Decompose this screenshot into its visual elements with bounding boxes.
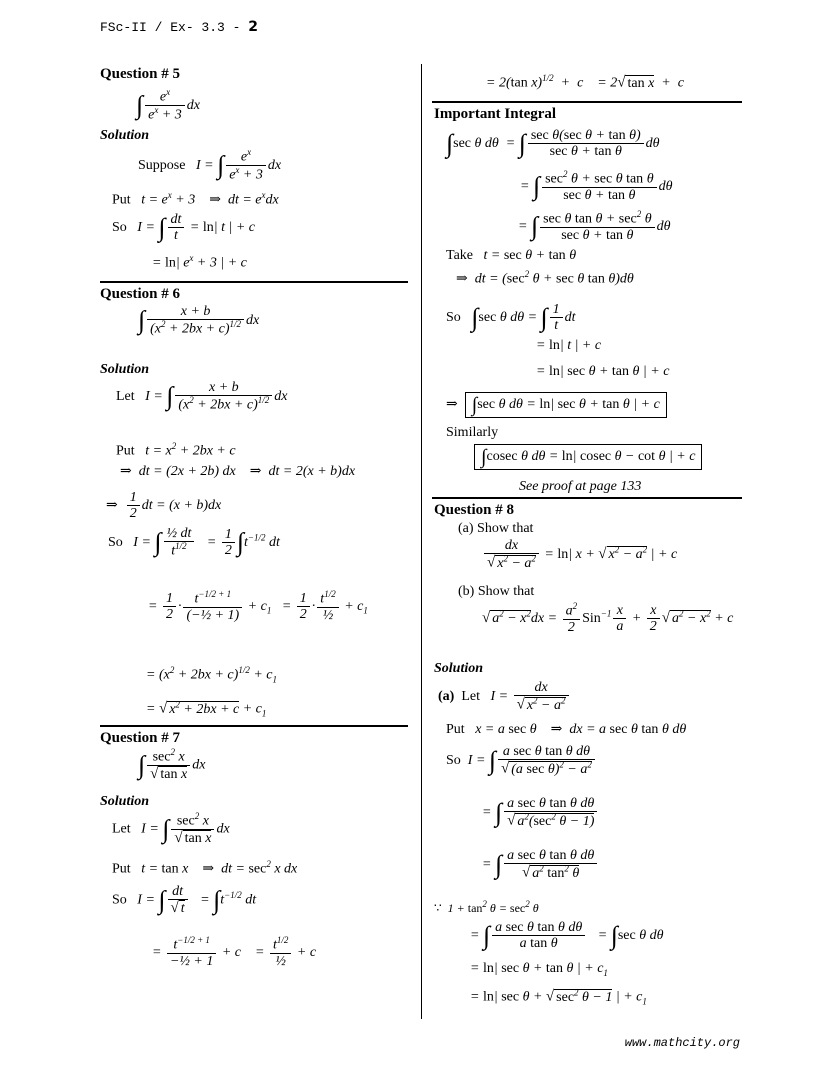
q7-put-label: Put [112, 861, 131, 877]
q5-solution-heading: Solution [100, 128, 150, 143]
q6-put-label: Put [116, 443, 135, 459]
q6-divider [100, 725, 408, 727]
q7-step-power: = $\frac{t^{-1/2 + 1}}{\text{−½ + 1}}$ + c = $\frac{t^{1/2}}{\text{½}}$ + c [152, 935, 317, 970]
important-step-2: = ∫ $\frac{\sec^2 \theta + \sec \theta \tan \theta}{\text{sec θ + tan θ}}$ dθ [520, 169, 673, 204]
important-step-ln-t: = ln| t | + c [536, 338, 602, 353]
q8-step-so: So I = ∫ $\frac{\text{a sec θ tan θ dθ}}{√ (a \sec \theta)^2 - a^2}$ [446, 744, 597, 778]
q5-step-put: Put $t = e^x + 3$ ⇒ dt = $e^xdx$ [112, 190, 279, 208]
column-divider [421, 64, 422, 1019]
q6-title: Question # 6 [100, 286, 181, 302]
footer-site-url: www.mathcity.org [624, 1036, 740, 1050]
header-page-number: 2 [248, 19, 258, 35]
q6-step-back: = $(x^2 + 2bx + c)^{1/2} + c_1$ [146, 665, 277, 685]
q8-solution-heading: Solution [434, 661, 484, 676]
important-step-so: So ∫sec θ dθ = ∫ $\frac{1}{t}$ dt [446, 302, 576, 334]
q5-title: Question # 5 [100, 66, 181, 82]
q8-put-label: Put [446, 722, 465, 737]
q7-step-let: Let I = ∫ $\frac{\sec^2 x}{\text{√ tan x}}$ dx [112, 811, 230, 847]
q6-so-label: So [108, 534, 123, 550]
q7-result: = 2(tan x)$^{1/2}$ + c = 2√ tan x + c [486, 73, 684, 91]
important-step-1: ∫sec θ dθ = ∫ $\frac{\text{sec θ(sec θ + tan θ)}}{\text{sec θ + tan θ}}$ dθ [446, 128, 660, 160]
important-proof-note: See proof at page 133 [519, 479, 642, 494]
q8-step-ln: = ln| sec θ + tan θ | + $c_1$ [470, 961, 608, 978]
important-step-3: = ∫ $\frac{\sec \theta \tan \theta + \sec^2 \theta}{\text{sec θ + tan θ}}$ dθ [518, 209, 671, 244]
q6-step-half: ⇒ $\frac{1}{2}$ dt = (x + b)dx [106, 490, 222, 522]
important-take-label: Take [446, 248, 474, 263]
q7-step-so: So I = ∫ $\frac{dt}{√ t}$ = $\int t^{-1/2}$ dt [112, 884, 257, 917]
q8-so-label: So [446, 753, 461, 768]
q5-so-label: So [112, 220, 127, 236]
important-result-cosec: ∫cosec θ dθ = ln| cosec θ − cot θ | + c [474, 444, 702, 470]
important-step-dt: ⇒ dt = ($\sec^2$ θ + sec θ tan θ)dθ [456, 269, 634, 287]
q7-step-put: Put t = tan x ⇒ dt = $\sec^2 x$ dx [112, 859, 298, 877]
q8-title: Question # 8 [434, 502, 515, 518]
q6-let-label: Let [116, 388, 135, 404]
q8-step-put: Put x = a sec θ ⇒ dx = a sec θ tan θ dθ [446, 722, 687, 737]
q6-step-put: Put $t = x^2 + 2bx + c$ [116, 441, 236, 459]
header-title: FSc-II / Ex- 3.3 - [100, 20, 249, 35]
q6-problem: ∫ $\frac{x + b}{(x^2 + 2bx + c)^{1/2}}$ dx [138, 304, 260, 338]
important-step-ln: = ln| sec θ + tan θ | + c [536, 364, 670, 379]
q6-solution-heading: Solution [100, 362, 150, 377]
important-divider [432, 497, 742, 499]
q8-step-factor: = ∫ $\frac{\text{a sec θ tan θ dθ}}{√ a^2(\sec^2 \theta - 1)}$ [482, 796, 599, 830]
q6-step-let: Let I = ∫ $\frac{x + b}{(x^2 + 2bx + c)^{1/2}}$ dx [116, 380, 288, 414]
q8-step-simplify: = ∫ $\frac{\text{a sec θ tan θ dθ}}{\text{a tan θ}}$ = ∫sec θ dθ [470, 920, 664, 952]
q7-so-label: So [112, 892, 127, 908]
page-header [100, 20, 258, 35]
q6-step-so: So I = ∫ $\frac{\text{½ dt}}{t^{1/2}}$ = $\frac{1}{2}$ $\int t^{-1/2}$ dt [108, 526, 280, 560]
q8-part-b-prompt: (b) Show that [458, 584, 535, 599]
q5-step-so: So I = ∫ $\frac{dt}{t}$ = ln| t | + c [112, 212, 256, 244]
q8-a-label: (a) [438, 689, 455, 704]
q6-result: = √ $x^2 + 2bx + c + c_1$ [146, 699, 267, 719]
q7-solution-heading: Solution [100, 794, 150, 809]
q7-title: Question # 7 [100, 730, 181, 746]
q7-problem: ∫ $\frac{\sec^2 x}{\text{√ tan x}}$ dx [138, 747, 206, 783]
q6-step-dt: ⇒ dt = (2x + 2b) dx ⇒ dt = 2(x + b)dx [120, 464, 356, 479]
q5-step-suppose: Suppose I = ∫ $\frac{e^x}{e^x + 3}$ dx [138, 147, 282, 183]
q8-part-b-statement: √ $a^2 - x^2dx$ = $\frac{a^2}{2}$ Sin$^{-1}$ $\frac{x}{a}$ + $\frac{x}{2}$ √ $a^2 - x^2 + c$ [482, 601, 734, 636]
important-similarly: Similarly [446, 425, 499, 440]
important-so-label: So [446, 310, 461, 326]
q8-step-tan: = ∫ $\frac{\text{a sec θ tan θ dθ}}{√ a^2 \tan^2 \theta}$ [482, 848, 599, 882]
important-title: Important Integral [434, 106, 557, 122]
q5-divider [100, 281, 408, 283]
q8-identity: ∵ $1 + \tan^2 \theta = \sec^2 \theta$ [434, 899, 539, 915]
important-result-sec: ⇒ ∫sec θ dθ = ln| sec θ + tan θ | + c [446, 392, 667, 418]
q6-step-power: = $\frac{1}{2}$ · $\frac{t^{-1/2 + 1}}{\text{(−½ + 1)}}$ + $c_1$ = $\frac{1}{2}$ · $\frac{t^{1/2}}{\text{½}}$ + $c_1$ [148, 589, 368, 624]
q5-put-label: Put [112, 192, 131, 208]
q8-because-symbol: ∵ [434, 901, 442, 915]
q8-part-a-prompt: (a) Show that [458, 521, 534, 536]
q7-divider [432, 101, 742, 103]
q8-step-let: (a) Let I = $\frac{dx}{√ x^2 - a^2}$ [438, 680, 571, 714]
q8-let-label: Let [461, 689, 480, 704]
q5-problem: ∫ $\frac{e^x}{e^x + 3}$ dx [136, 87, 201, 123]
q8-step-ln-sqrt: = ln| sec θ + √ $\sec^2 \theta - 1$ | + $c_1$ [470, 987, 647, 1007]
q8-part-a-statement: $\frac{dx}{√ x^2 - a^2}$ = ln| x + √ $x^2 - a^2$ | + c [482, 538, 677, 572]
important-step-take: Take t = sec θ + tan θ [446, 248, 577, 263]
q7-let-label: Let [112, 821, 131, 837]
q5-suppose-label: Suppose [138, 157, 186, 173]
q5-result: = ln| $e^x + 3$ | + c [152, 253, 247, 271]
